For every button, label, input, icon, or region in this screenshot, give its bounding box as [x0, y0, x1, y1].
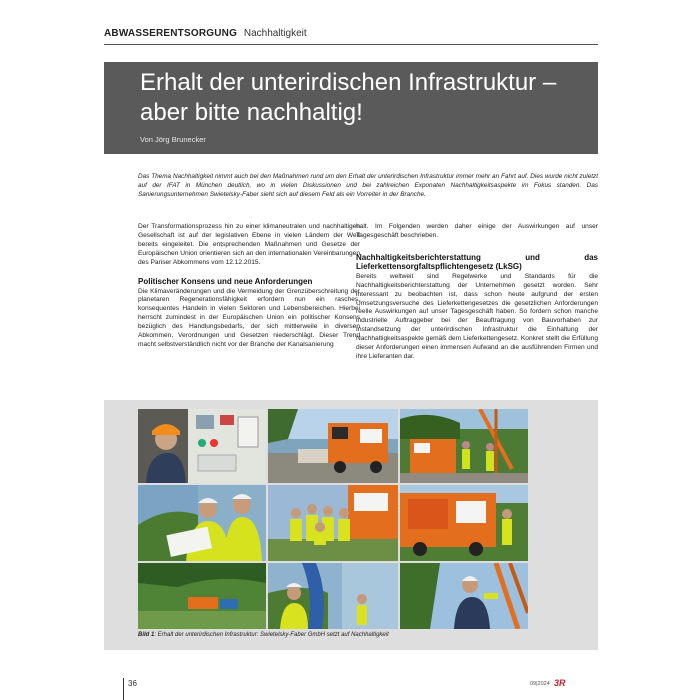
title-box	[104, 62, 598, 154]
paragraph: Der Transformationsprozess hin zu einer klimaneutralen und nachhaltigen Gesellschaft ist auf der legislativen Ebene in vielen Ländern der Welt bereits eingeleitet. Die entsprechenden Maßnahmen und Gesetze der Europäischen Union orientieren sich an den internationalen Vereinbarungen des Pariser Abkommens vom 12.12.2015.	[138, 223, 360, 266]
photo-workers-in-meadow	[138, 563, 266, 629]
photo-orange-truck-by-lake	[268, 409, 398, 483]
magazine-logo: 3R	[554, 678, 566, 688]
photo-orange-truck-crew	[400, 485, 528, 561]
lead-paragraph: Das Thema Nachhaltigkeit nimmt auch bei den Maßnahmen rund um den Erhalt der unterirdischen Infrastruktur immer mehr an Fahrt auf. Dies wurde nicht zuletzt auf der IFAT in München deutlich, wo in vielen Diskussionen und bei zahlreichen Exponaten Nachhaltigkeitsaspekte im Fokus standen. Das Sanierungsunternehmen Swietelsky-Faber sieht sich auf diesem Feld als ein Vorreiter in der Branche.	[138, 173, 598, 198]
page-number: 36	[128, 679, 137, 688]
paragraph: Bereits weltweit sind Regelwerke und Standards für die Nachhaltigkeitsberichterstattung der Unternehmen gesetzt worden. Sehr interessant zu beobachten ist, dass schon heute aufgrund der ersten Umsetzungsversuche des Lieferkettengesetzes die gesetzlichen Anforderungen reelle Auswirkungen auf unser Tagesgeschäft haben. So fordern schon manche industrielle Auftraggeber bei der Beauftragung von Bauvorhaben zur Instandsetzung der unterirdischen Infrastruktur die Einhaltung der Nachhaltigkeitsaspekte gemäß dem Lieferkettengesetz. Konkret stellt die Erfüllung dieser Anforderungen einen immensen Aufwand an die ausführenden Firmen und ihre Lieferanten dar.	[356, 272, 598, 360]
column-left	[138, 223, 360, 350]
paragraph: halt. Im Folgenden werden daher einige der Auswirkungen auf unser Tagesgeschäft beschrieben.	[356, 223, 598, 239]
photo-workers-near-crane	[400, 409, 528, 483]
column-right	[356, 223, 598, 362]
paragraph: Die Klimaveränderungen und die Vermeidung der Grenzüberschreitung der planetaren Regenerationsfähigkeit erfordern nun ein rasches, konsequentes Handeln in vielen Sektoren und Lebensbereichen. Hierbei herrscht zumindest in der Europäischen Union ein politischer Konsens bezüglich des Handlungsbedarfs, der sich mittlerweile in diversen Abkommen, Verordnungen und Gesetzen niederschlägt. Dieser Trend macht selbstverständlich nicht vor der Branche der Kanalsanierung	[138, 287, 360, 348]
photo-workers-reading-plan	[138, 485, 266, 561]
subsection-label: Nachhaltigkeit	[243, 28, 307, 39]
footer-divider	[123, 678, 124, 700]
photo-team-group-photo	[268, 485, 398, 561]
photo-worker-climbing-ladder	[400, 563, 528, 629]
article-title: Erhalt der unterirdischen Infrastruktur – aber bitte nachhaltig!	[140, 69, 557, 126]
section-heading: Nachhaltigkeitsberichterstattung und das Lieferkettensorgfaltspflichtengesetz (LkSG)	[356, 252, 598, 271]
section-heading: Politischer Konsens und neue Anforderungen	[138, 276, 313, 286]
section-label: ABWASSERENTSORGUNG	[104, 28, 238, 39]
section-header	[104, 28, 598, 45]
article-author: Von Jörg Brunecker	[140, 135, 206, 144]
caption-text: : Erhalt der unterirdischen Infrastruktur: Swietelsky-Faber GmbH setzt auf Nachhaltigkeit	[154, 632, 389, 638]
caption-label: Bild 1	[138, 632, 155, 638]
figure-caption	[138, 632, 598, 638]
issue-number: 09|2024	[530, 681, 550, 687]
photo-worker-with-blue-hose	[268, 563, 398, 629]
photo-worker-at-control-panel	[138, 409, 266, 483]
